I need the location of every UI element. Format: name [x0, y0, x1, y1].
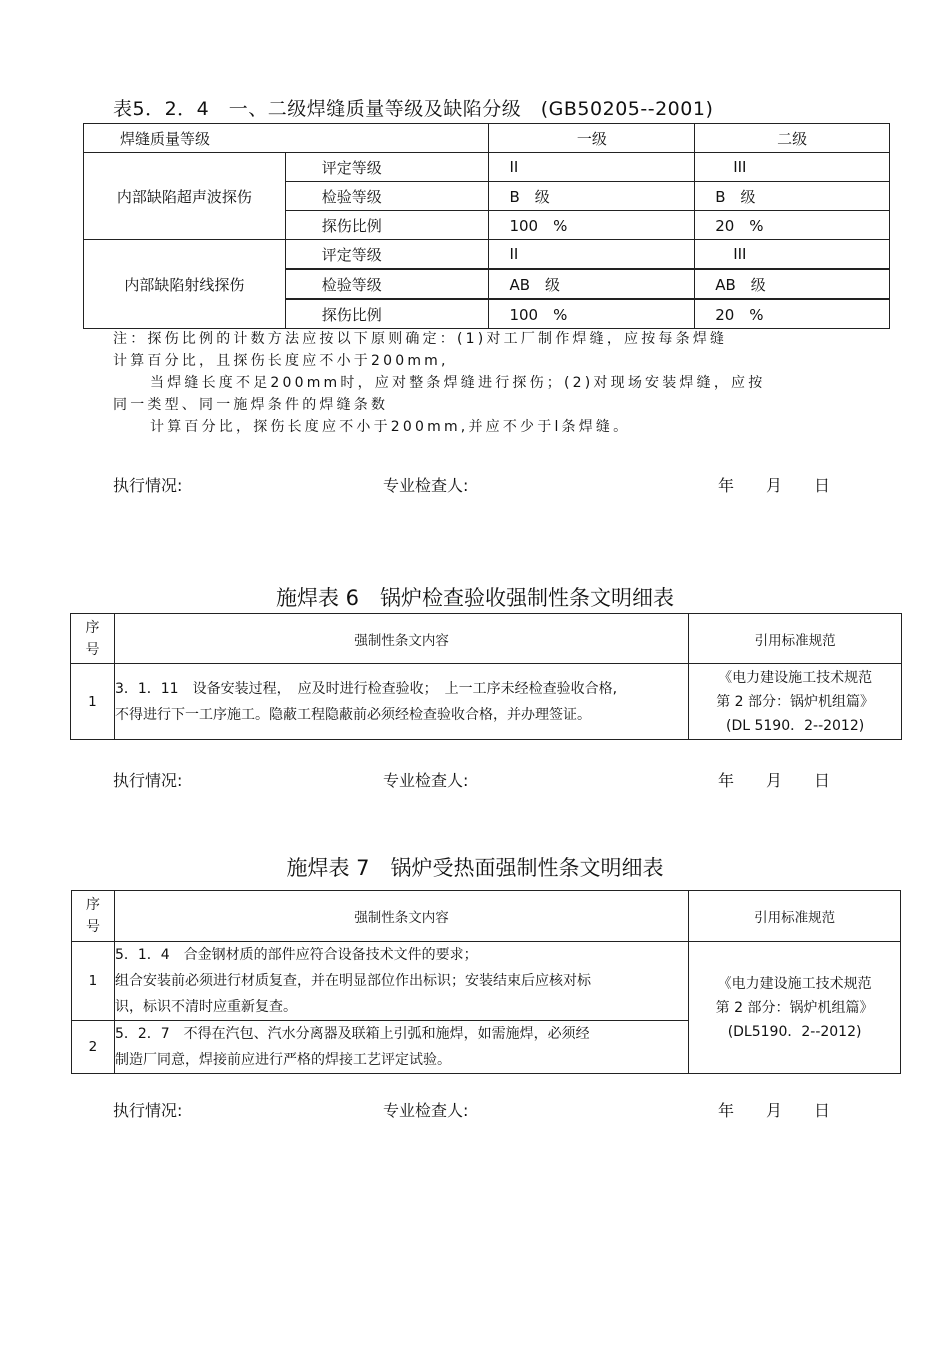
seq-cell: 1	[71, 664, 115, 740]
content-line: 制造厂同意，焊接前应进行严格的焊接工艺评定试验。	[114, 1052, 451, 1068]
inspector-label: 专业检查人:	[383, 1101, 469, 1120]
month-label: 月	[766, 771, 783, 790]
ref-line: 《电力建设施工技术规范	[718, 669, 873, 686]
note-line: 当焊缝长度不足200mm时，应对整条焊缝进行探伤；(2)对现场安装焊缝，应按	[150, 375, 766, 391]
exec-label: 执行情况:	[113, 1101, 183, 1120]
table-cell: 检验等级	[285, 269, 489, 299]
table-cell: II	[489, 240, 695, 270]
content-cell	[114, 664, 688, 740]
table-cell: 探伤比例	[285, 299, 489, 329]
note-line: 同一类型、同一施焊条件的焊缝条数	[113, 397, 389, 413]
note-line: 计算百分比，探伤长度应不小于200mm,并应不少于l条焊缝。	[150, 419, 631, 435]
table-cell: II	[489, 153, 695, 182]
table-cell: 20 %	[695, 211, 890, 240]
content-line: 3．1．11 设备安装过程， 应及时进行检查验收； 上一工序未经检查验收合格,	[114, 680, 618, 697]
table524-note	[113, 328, 873, 438]
table-cell: 检验等级	[285, 182, 489, 211]
level1-header: 一级	[489, 124, 695, 153]
table6	[70, 613, 902, 740]
ref-line: (DL 5190．2--2012)	[725, 717, 865, 734]
month-label: 月	[766, 1101, 783, 1120]
ref-line: 《电力建设施工技术规范	[717, 975, 872, 992]
table-cell: 20 %	[695, 299, 890, 329]
inspector-label: 专业检查人:	[383, 771, 469, 790]
exec-label: 执行情况:	[113, 476, 183, 495]
seq-header	[72, 891, 115, 942]
table-cell: AB 级	[695, 269, 890, 299]
table-cell: 评定等级	[285, 153, 489, 182]
seq-header-text: 序 号	[85, 619, 100, 658]
note-line: 注：探伤比例的计数方法应按以下原则确定：(1)对工厂制作焊缝，应按每条焊缝	[113, 331, 728, 347]
inspector-label: 专业检查人:	[383, 476, 469, 495]
ref-line: 第 2 部分：锅炉机组篇》	[715, 999, 874, 1016]
table-cell: 100 %	[489, 211, 695, 240]
ref-line: 第 2 部分：锅炉机组篇》	[716, 693, 874, 710]
ref-cell	[689, 942, 901, 1074]
ref-cell	[689, 664, 902, 740]
table7-title: 施焊表 7 锅炉受热面强制性条文明细表	[286, 856, 664, 880]
table-cell: 探伤比例	[285, 211, 489, 240]
ref-line: (DL5190．2--2012)	[727, 1023, 862, 1040]
content-cell	[114, 942, 688, 1021]
year-label: 年	[718, 1101, 735, 1120]
table-cell: B 级	[489, 182, 695, 211]
content-line: 识，标识不清时应重新复查。	[114, 999, 297, 1015]
ultrasonic-label: 内部缺陷超声波探伤	[84, 153, 286, 240]
seq-header	[71, 614, 115, 664]
table-cell: III	[695, 240, 890, 270]
table-cell: III	[695, 153, 890, 182]
seq-cell: 2	[72, 1021, 115, 1074]
table524	[83, 123, 890, 329]
ref-header: 引用标准规范	[689, 891, 901, 942]
content-line: 不得进行下一工序施工。隐蔽工程隐蔽前必须经检查验收合格，并办理签证。	[114, 706, 591, 723]
content-header: 强制性条文内容	[114, 891, 688, 942]
year-label: 年	[718, 771, 735, 790]
level2-header: 二级	[695, 124, 890, 153]
year-label: 年	[718, 476, 735, 495]
day-label: 日	[814, 476, 831, 495]
content-line: 组合安装前必须进行材质复查，并在明显部位作出标识；安装结束后应核对标	[114, 973, 591, 989]
month-label: 月	[766, 476, 783, 495]
table-cell: AB 级	[489, 269, 695, 299]
note-line: 计算百分比，且探伤长度应不小于200mm,	[113, 353, 449, 369]
table-cell: 评定等级	[285, 240, 489, 270]
seq-cell: 1	[72, 942, 115, 1021]
day-label: 日	[814, 771, 831, 790]
seq-header-text: 序 号	[85, 897, 100, 935]
table-cell: B 级	[695, 182, 890, 211]
ref-header: 引用标准规范	[689, 614, 902, 664]
content-cell	[114, 1021, 688, 1074]
day-label: 日	[814, 1101, 831, 1120]
exec-label: 执行情况:	[113, 771, 183, 790]
table-cell: 100 %	[489, 299, 695, 329]
content-line: 5．2．7 不得在汽包、汽水分离器及联箱上引弧和施焊，如需施焊，必须经	[114, 1026, 590, 1042]
table6-title: 施焊表 6 锅炉检查验收强制性条文明细表	[275, 586, 675, 610]
grade-label: 焊缝质量等级	[84, 124, 489, 153]
table524-title: 表5．2．4 一、二级焊缝质量等级及缺陷分级 (GB50205--2001)	[113, 98, 714, 120]
table7	[71, 890, 901, 1074]
content-line: 5．1．4 合金钢材质的部件应符合设备技术文件的要求；	[114, 947, 478, 963]
content-header: 强制性条文内容	[114, 614, 688, 664]
radiographic-label: 内部缺陷射线探伤	[84, 240, 286, 329]
